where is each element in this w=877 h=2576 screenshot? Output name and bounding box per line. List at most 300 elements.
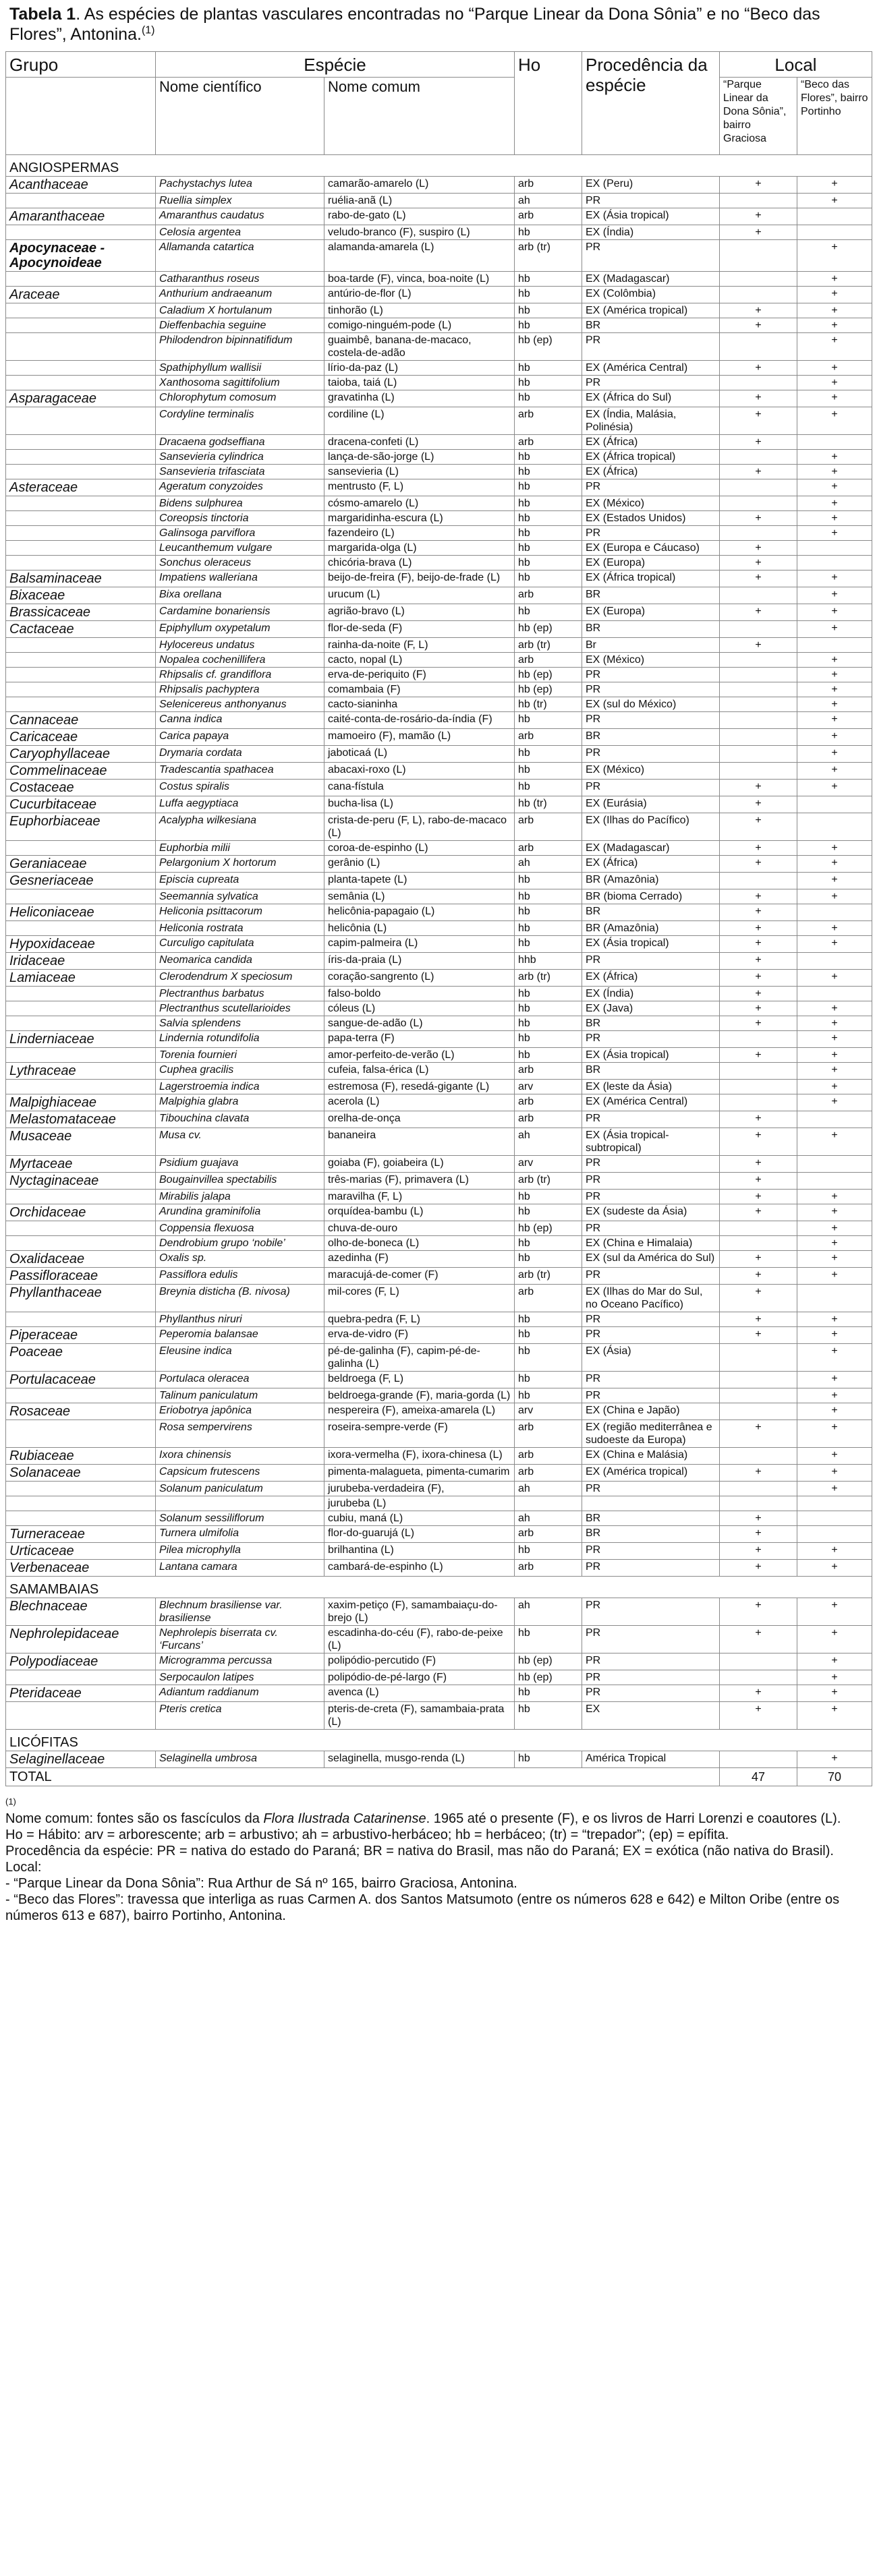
provenance-cell: EX (582, 1702, 720, 1730)
family-cell: Rubiaceae (6, 1448, 156, 1465)
table-row (6, 780, 872, 796)
section-heading: ANGIOSPERMAS (6, 155, 872, 177)
family-cell: Poaceae (6, 1344, 156, 1372)
scientific-name-cell: Solanum paniculatum (156, 1482, 324, 1496)
beco-mark-cell (797, 225, 872, 240)
provenance-cell: EX (Índia, Malásia, Polinésia) (582, 407, 720, 435)
table-row (6, 873, 872, 889)
parque-mark-cell: + (720, 1526, 797, 1543)
family-cell: Iridaceae (6, 953, 156, 970)
common-name-cell: comambaia (F) (324, 682, 515, 697)
habit-cell: hb (515, 272, 582, 287)
habit-cell: hb (515, 889, 582, 904)
habit-cell: arb (515, 1063, 582, 1080)
scientific-name-cell: Capsicum frutescens (156, 1465, 324, 1482)
table-row (6, 1626, 872, 1653)
beco-mark-cell (797, 1511, 872, 1526)
common-name-cell: avenca (L) (324, 1685, 515, 1702)
parque-mark-cell: + (720, 511, 797, 526)
scientific-name-cell: Oxalis sp. (156, 1251, 324, 1268)
beco-mark-cell (797, 638, 872, 653)
provenance-cell: PR (582, 1221, 720, 1236)
family-cell (6, 1016, 156, 1031)
habit-cell: hb (515, 318, 582, 333)
beco-mark-cell: + (797, 1128, 872, 1156)
family-cell: Orchidaceae (6, 1204, 156, 1221)
table-row (6, 1173, 872, 1190)
common-name-cell: comigo-ninguém-pode (L) (324, 318, 515, 333)
provenance-cell: EX (Madagascar) (582, 272, 720, 287)
family-cell (6, 272, 156, 287)
parque-mark-cell: + (720, 177, 797, 194)
common-name-cell: margaridinha-escura (L) (324, 511, 515, 526)
provenance-cell (582, 1496, 720, 1511)
common-name-cell: mamoeiro (F), mamão (L) (324, 729, 515, 746)
beco-mark-cell: + (797, 889, 872, 904)
beco-mark-cell: + (797, 1312, 872, 1327)
beco-mark-cell: + (797, 587, 872, 604)
scientific-name-cell: Plectranthus scutellarioides (156, 1001, 324, 1016)
scientific-name-cell: Breynia disticha (B. nivosa) (156, 1285, 324, 1312)
common-name-cell: rabo-de-gato (L) (324, 208, 515, 225)
parque-mark-cell (720, 1653, 797, 1670)
family-cell (6, 1001, 156, 1016)
beco-mark-cell: + (797, 376, 872, 390)
scientific-name-cell: Musa cv. (156, 1128, 324, 1156)
provenance-cell: BR (582, 1526, 720, 1543)
parque-mark-cell (720, 763, 797, 780)
parque-mark-cell: + (720, 936, 797, 953)
beco-mark-cell: + (797, 668, 872, 682)
beco-mark-cell (797, 1173, 872, 1190)
beco-mark-cell: + (797, 407, 872, 435)
table-row (6, 796, 872, 813)
common-name-cell: lírio-da-paz (L) (324, 361, 515, 376)
provenance-cell: EX (África tropical) (582, 450, 720, 465)
parque-mark-cell (720, 729, 797, 746)
parque-mark-cell (720, 1236, 797, 1251)
parque-mark-cell: + (720, 638, 797, 653)
scientific-name-cell: Pilea microphylla (156, 1543, 324, 1560)
parque-mark-cell: + (720, 1173, 797, 1190)
provenance-cell: PR (582, 682, 720, 697)
header-especie-label: Espécie (304, 55, 366, 75)
common-name-cell: amor-perfeito-de-verão (L) (324, 1048, 515, 1063)
habit-cell: hb (515, 1751, 582, 1768)
section-row (6, 1577, 872, 1598)
parque-mark-cell: + (720, 225, 797, 240)
habit-cell: arb (515, 1560, 582, 1577)
family-cell: Nephrolepidaceae (6, 1626, 156, 1653)
provenance-cell: BR (582, 587, 720, 604)
common-name-cell: jaboticaá (L) (324, 746, 515, 763)
family-cell: Portulacaceae (6, 1372, 156, 1388)
provenance-cell: PR (582, 1327, 720, 1344)
family-cell: Cucurbitaceae (6, 796, 156, 813)
table-row (6, 376, 872, 390)
scientific-name-cell: Amaranthus caudatus (156, 208, 324, 225)
common-name-cell: olho-de-boneca (L) (324, 1236, 515, 1251)
family-cell (6, 556, 156, 570)
parque-mark-cell: + (720, 1251, 797, 1268)
common-name-cell: jurubeba (L) (324, 1496, 515, 1511)
family-cell: Rosaceae (6, 1403, 156, 1420)
table-row (6, 1403, 872, 1420)
provenance-cell: EX (Ilhas do Mar do Sul, no Oceano Pacífico) (582, 1285, 720, 1312)
provenance-cell: EX (leste da Ásia) (582, 1080, 720, 1094)
habit-cell: hb (515, 1626, 582, 1653)
table-row (6, 556, 872, 570)
habit-cell: arb (515, 813, 582, 841)
habit-cell: hb (515, 873, 582, 889)
family-cell: Phyllanthaceae (6, 1285, 156, 1312)
parque-mark-cell: + (720, 1016, 797, 1031)
provenance-cell: EX (Java) (582, 1001, 720, 1016)
beco-mark-cell: + (797, 1751, 872, 1768)
habit-cell: hb (515, 1312, 582, 1327)
table-row (6, 1063, 872, 1080)
table-row (6, 1016, 872, 1031)
scientific-name-cell: Cardamine bonariensis (156, 604, 324, 621)
habit-cell: arb (tr) (515, 240, 582, 272)
habit-cell: hb (515, 479, 582, 496)
provenance-cell: PR (582, 1685, 720, 1702)
habit-cell: hb (515, 556, 582, 570)
parque-mark-cell (720, 1221, 797, 1236)
habit-cell: hb (515, 936, 582, 953)
table-row (6, 1048, 872, 1063)
species-table (5, 51, 872, 1786)
habit-cell: hb (515, 303, 582, 318)
parque-mark-cell (720, 1063, 797, 1080)
beco-mark-cell: + (797, 570, 872, 587)
scientific-name-cell: Ageratum conyzoides (156, 479, 324, 496)
caption-text: . As espécies de plantas vasculares encontradas no “Parque Linear da Dona Sônia” e no “Beco das Flores”, Antonina. (9, 5, 820, 44)
table-row (6, 465, 872, 479)
family-cell: Asteraceae (6, 479, 156, 496)
habit-cell: hb (tr) (515, 697, 582, 712)
note-local: Local: (5, 1860, 42, 1875)
family-cell: Polypodiaceae (6, 1653, 156, 1670)
provenance-cell: BR (582, 1511, 720, 1526)
beco-mark-cell (797, 208, 872, 225)
habit-cell: arb (515, 1420, 582, 1448)
scientific-name-cell: Canna indica (156, 712, 324, 729)
beco-mark-cell: + (797, 1094, 872, 1111)
table-row (6, 904, 872, 921)
parque-mark-cell: + (720, 813, 797, 841)
scientific-name-cell: Nephrolepis biserrata cv. ‘Furcans’ (156, 1626, 324, 1653)
parque-mark-cell (720, 682, 797, 697)
table-caption (9, 4, 846, 45)
parque-mark-cell: + (720, 318, 797, 333)
family-cell: Hypoxidaceae (6, 936, 156, 953)
common-name-cell: cordiline (L) (324, 407, 515, 435)
common-name-cell: planta-tapete (L) (324, 873, 515, 889)
scientific-name-cell: Sansevieria cylindrica (156, 450, 324, 465)
parque-mark-cell: + (720, 889, 797, 904)
header-beco: “Beco das Flores”, bairro Portinho (797, 78, 872, 155)
habit-cell: hb (515, 541, 582, 556)
habit-cell: hb (515, 604, 582, 621)
provenance-cell: PR (582, 526, 720, 541)
beco-mark-cell: + (797, 333, 872, 361)
parque-mark-cell: + (720, 1560, 797, 1577)
provenance-cell: EX (México) (582, 763, 720, 780)
common-name-cell: gravatinha (L) (324, 390, 515, 407)
table-row (6, 1670, 872, 1685)
table-row (6, 333, 872, 361)
family-cell (6, 1080, 156, 1094)
habit-cell: hb (515, 1251, 582, 1268)
family-cell: Commelinaceae (6, 763, 156, 780)
provenance-cell: PR (582, 1156, 720, 1173)
habit-cell: hb (515, 987, 582, 1001)
common-name-cell: escadinha-do-céu (F), rabo-de-peixe (L) (324, 1626, 515, 1653)
scientific-name-cell: Lagerstroemia indica (156, 1080, 324, 1094)
family-cell (6, 526, 156, 541)
common-name-cell: sangue-de-adão (L) (324, 1016, 515, 1031)
provenance-cell: PR (582, 953, 720, 970)
beco-mark-cell: + (797, 873, 872, 889)
header-nome-comum: Nome comum (324, 78, 515, 155)
family-cell (6, 541, 156, 556)
scientific-name-cell: Peperomia balansae (156, 1327, 324, 1344)
caption-label: Tabela 1 (9, 5, 76, 24)
parque-mark-cell: + (720, 1543, 797, 1560)
provenance-cell: EX (sul do México) (582, 697, 720, 712)
table-row (6, 272, 872, 287)
scientific-name-cell: Pteris cretica (156, 1702, 324, 1730)
common-name-cell: cacto-sianinha (324, 697, 515, 712)
habit-cell: hb (515, 1236, 582, 1251)
parque-mark-cell (720, 194, 797, 208)
provenance-cell: BR (582, 621, 720, 638)
scientific-name-cell: Turnera ulmifolia (156, 1526, 324, 1543)
beco-mark-cell: + (797, 841, 872, 856)
beco-mark-cell: + (797, 194, 872, 208)
common-name-cell: estremosa (F), resedá-gigante (L) (324, 1080, 515, 1094)
beco-mark-cell: + (797, 921, 872, 936)
scientific-name-cell: Portulaca oleracea (156, 1372, 324, 1388)
family-cell (6, 465, 156, 479)
habit-cell: hb (515, 390, 582, 407)
parque-mark-cell (720, 1031, 797, 1048)
provenance-cell: PR (582, 1312, 720, 1327)
habit-cell: hb (515, 465, 582, 479)
scientific-name-cell: Phyllanthus niruri (156, 1312, 324, 1327)
family-cell (6, 496, 156, 511)
provenance-cell: BR (582, 318, 720, 333)
habit-cell: hb (515, 1016, 582, 1031)
family-cell: Urticaceae (6, 1543, 156, 1560)
scientific-name-cell: Bidens sulphurea (156, 496, 324, 511)
family-cell (6, 407, 156, 435)
table-row (6, 1344, 872, 1372)
habit-cell: hb (ep) (515, 1221, 582, 1236)
parque-mark-cell (720, 1482, 797, 1496)
provenance-cell: EX (Madagascar) (582, 841, 720, 856)
beco-mark-cell: + (797, 1327, 872, 1344)
scientific-name-cell: Curculigo capitulata (156, 936, 324, 953)
scientific-name-cell: Ruellia simplex (156, 194, 324, 208)
beco-mark-cell: + (797, 1001, 872, 1016)
family-cell (6, 1496, 156, 1511)
habit-cell: hb (tr) (515, 796, 582, 813)
parque-mark-cell (720, 668, 797, 682)
common-name-cell: orelha-de-onça (324, 1111, 515, 1128)
provenance-cell: PR (582, 1372, 720, 1388)
parque-mark-cell: + (720, 208, 797, 225)
table-row (6, 697, 872, 712)
provenance-cell: PR (582, 376, 720, 390)
parque-mark-cell (720, 1403, 797, 1420)
table-row (6, 1128, 872, 1156)
habit-cell: hb (515, 1190, 582, 1204)
habit-cell: arb (515, 1465, 582, 1482)
family-cell: Gesneriaceae (6, 873, 156, 889)
scientific-name-cell: Drymaria cordata (156, 746, 324, 763)
table-notes (5, 1811, 869, 1924)
habit-cell: arb (515, 1285, 582, 1312)
habit-cell: hb (515, 1327, 582, 1344)
habit-cell: arv (515, 1080, 582, 1094)
habit-cell: hb (515, 496, 582, 511)
common-name-cell: cambará-de-espinho (L) (324, 1560, 515, 1577)
scientific-name-cell: Coppensia flexuosa (156, 1221, 324, 1236)
provenance-cell: EX (México) (582, 496, 720, 511)
provenance-cell: EX (África tropical) (582, 570, 720, 587)
beco-mark-cell: + (797, 1598, 872, 1626)
beco-mark-cell: + (797, 361, 872, 376)
scientific-name-cell: Chlorophytum comosum (156, 390, 324, 407)
family-cell (6, 1312, 156, 1327)
scientific-name-cell: Dendrobium grupo ‘nobile’ (156, 1236, 324, 1251)
table-row (6, 841, 872, 856)
parque-mark-cell (720, 653, 797, 668)
table-row (6, 921, 872, 936)
parque-mark-cell (720, 621, 797, 638)
family-cell: Heliconiaceae (6, 904, 156, 921)
provenance-cell: PR (582, 1111, 720, 1128)
caption-footnote-mark: (1) (141, 24, 155, 36)
table-row (6, 1702, 872, 1730)
table-row (6, 621, 872, 638)
parque-mark-cell: + (720, 1511, 797, 1526)
family-cell: Nyctaginaceae (6, 1173, 156, 1190)
scientific-name-cell: Torenia fournieri (156, 1048, 324, 1063)
beco-mark-cell: + (797, 1685, 872, 1702)
beco-mark-cell: + (797, 318, 872, 333)
parque-mark-cell: + (720, 303, 797, 318)
table-row (6, 318, 872, 333)
family-cell (6, 511, 156, 526)
common-name-cell: ruélia-anã (L) (324, 194, 515, 208)
provenance-cell: PR (582, 1626, 720, 1653)
parque-mark-cell: + (720, 1111, 797, 1128)
scientific-name-cell: Blechnum brasiliense var. brasiliense (156, 1598, 324, 1626)
scientific-name-cell: Caladium X hortulanum (156, 303, 324, 318)
family-cell: Bixaceae (6, 587, 156, 604)
scientific-name-cell: Episcia cupreata (156, 873, 324, 889)
scientific-name-cell: Selaginella umbrosa (156, 1751, 324, 1768)
family-cell (6, 841, 156, 856)
beco-mark-cell: + (797, 1063, 872, 1080)
common-name-cell: flor-de-seda (F) (324, 621, 515, 638)
table-row (6, 511, 872, 526)
beco-mark-cell (797, 953, 872, 970)
scientific-name-cell: Galinsoga parviflora (156, 526, 324, 541)
parque-mark-cell: + (720, 921, 797, 936)
parque-mark-cell (720, 496, 797, 511)
scientific-name-cell: Luffa aegyptiaca (156, 796, 324, 813)
parque-mark-cell (720, 479, 797, 496)
note-local-parque: - “Parque Linear da Dona Sônia”: Rua Arthur de Sá nº 165, bairro Graciosa, Antonina. (5, 1876, 517, 1891)
beco-mark-cell: + (797, 511, 872, 526)
provenance-cell: PR (582, 712, 720, 729)
beco-mark-cell: + (797, 1626, 872, 1653)
provenance-cell: PR (582, 1173, 720, 1190)
family-cell: Balsaminaceae (6, 570, 156, 587)
parque-mark-cell: + (720, 1268, 797, 1285)
beco-mark-cell: + (797, 1653, 872, 1670)
scientific-name-cell: Clerodendrum X speciosum (156, 970, 324, 987)
common-name-cell: antúrio-de-flor (L) (324, 287, 515, 303)
provenance-cell: EX (Estados Unidos) (582, 511, 720, 526)
common-name-cell: capim-palmeira (L) (324, 936, 515, 953)
parque-mark-cell (720, 1448, 797, 1465)
common-name-cell: gerânio (L) (324, 856, 515, 873)
scientific-name-cell: Talinum paniculatum (156, 1388, 324, 1403)
provenance-cell: PR (582, 1388, 720, 1403)
habit-cell: hb (ep) (515, 668, 582, 682)
family-cell (6, 1702, 156, 1730)
common-name-cell: coração-sangrento (L) (324, 970, 515, 987)
beco-mark-cell: + (797, 604, 872, 621)
beco-mark-cell: + (797, 303, 872, 318)
table-row (6, 225, 872, 240)
parque-mark-cell (720, 1080, 797, 1094)
common-name-cell: chuva-de-ouro (324, 1221, 515, 1236)
beco-mark-cell: + (797, 621, 872, 638)
habit-cell: arb (tr) (515, 1268, 582, 1285)
common-name-cell: boa-tarde (F), vinca, boa-noite (L) (324, 272, 515, 287)
table-row (6, 1312, 872, 1327)
family-cell (6, 1048, 156, 1063)
scientific-name-cell: Psidium guajava (156, 1156, 324, 1173)
table-row (6, 638, 872, 653)
family-cell (6, 194, 156, 208)
table-body (6, 155, 872, 1768)
common-name-cell: urucum (L) (324, 587, 515, 604)
common-name-cell: agrião-bravo (L) (324, 604, 515, 621)
parque-mark-cell: + (720, 904, 797, 921)
table-row (6, 1598, 872, 1626)
common-name-cell: quebra-pedra (F, L) (324, 1312, 515, 1327)
scientific-name-cell: Celosia argentea (156, 225, 324, 240)
provenance-cell: EX (Índia) (582, 987, 720, 1001)
table-row (6, 1001, 872, 1016)
family-cell: Cannaceae (6, 712, 156, 729)
beco-mark-cell: + (797, 780, 872, 796)
habit-cell: arb (515, 587, 582, 604)
table-row (6, 1094, 872, 1111)
common-name-cell: cufeia, falsa-érica (L) (324, 1063, 515, 1080)
parque-mark-cell (720, 1496, 797, 1511)
table-row (6, 1221, 872, 1236)
header-grupo: Grupo (6, 52, 156, 78)
parque-mark-cell: + (720, 361, 797, 376)
